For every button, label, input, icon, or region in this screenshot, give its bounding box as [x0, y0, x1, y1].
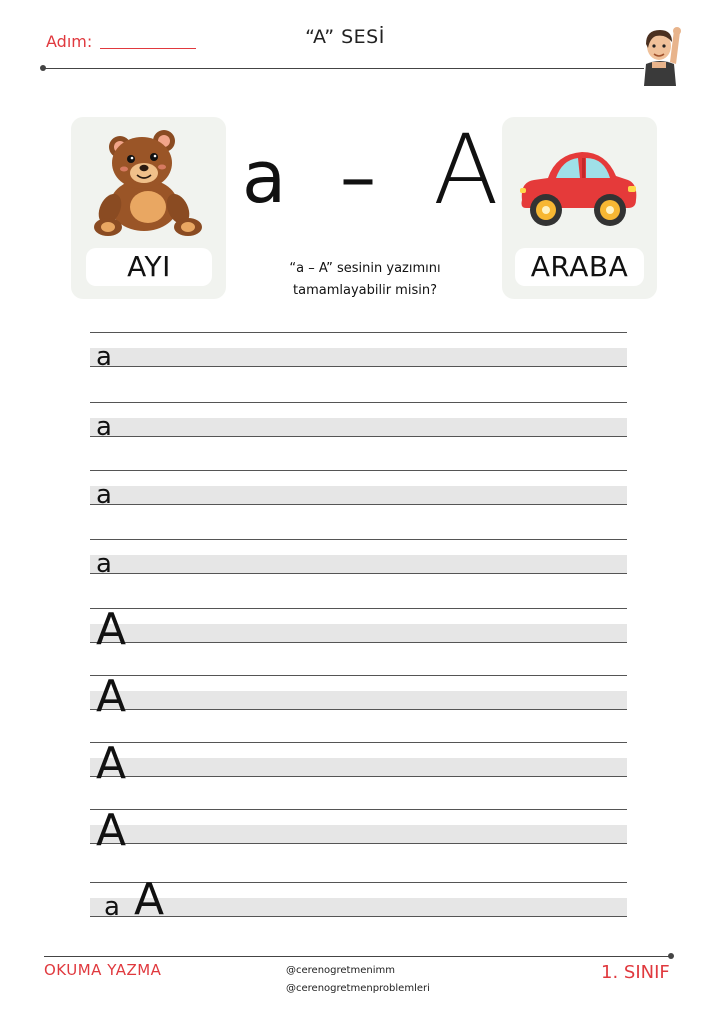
- instruction-line-1: “a – A” sesinin yazımını: [289, 261, 441, 276]
- writing-row[interactable]: [90, 624, 627, 643]
- row-top-line: [90, 332, 627, 333]
- writing-row[interactable]: [90, 348, 627, 367]
- row-guide-letter-2: A: [134, 874, 165, 925]
- car-icon: [512, 142, 642, 232]
- instruction-line-2: tamamlayabilir misin?: [293, 283, 437, 298]
- letter-dash: –: [340, 135, 376, 219]
- lowercase-letter: a: [242, 135, 287, 219]
- row-guide-letter: a: [96, 480, 112, 510]
- writing-row[interactable]: [90, 418, 627, 437]
- row-top-line: [90, 470, 627, 471]
- bear-icon: [92, 127, 204, 237]
- footer-rule: [44, 956, 672, 957]
- teacher-avatar-icon: [636, 24, 684, 86]
- row-top-line: [90, 402, 627, 403]
- footer-handle-2: @cerenogretmenproblemleri: [286, 983, 430, 994]
- bear-label: AYI: [86, 248, 212, 286]
- row-guide-letter: A: [96, 805, 127, 856]
- row-guide-letter: a: [96, 412, 112, 442]
- car-label: ARABA: [515, 248, 644, 286]
- page-title: “A” SESİ: [305, 26, 385, 48]
- row-top-line: [90, 675, 627, 676]
- row-guide-letter: A: [96, 604, 127, 655]
- row-top-line: [90, 882, 627, 883]
- writing-row[interactable]: [90, 898, 627, 917]
- writing-row[interactable]: [90, 486, 627, 505]
- row-guide-letter: a: [96, 342, 112, 372]
- writing-row[interactable]: [90, 825, 627, 844]
- footer-rule-dot: [668, 953, 674, 959]
- name-input-line[interactable]: [100, 48, 196, 49]
- row-top-line: [90, 809, 627, 810]
- footer-subject: OKUMA YAZMA: [44, 961, 162, 979]
- row-top-line: [90, 608, 627, 609]
- header-rule: [44, 68, 644, 69]
- writing-row[interactable]: [90, 758, 627, 777]
- row-guide-letter: a: [96, 549, 112, 579]
- row-guide-letter: a: [104, 892, 120, 922]
- footer-handle-1: @cerenogretmenimm: [286, 965, 395, 976]
- name-label: Adım:: [46, 32, 93, 51]
- row-top-line: [90, 539, 627, 540]
- row-guide-letter: A: [96, 738, 127, 789]
- row-guide-letter: A: [96, 671, 127, 722]
- row-top-line: [90, 742, 627, 743]
- writing-row[interactable]: [90, 691, 627, 710]
- instruction-text: [260, 258, 470, 302]
- footer-grade: 1. SINIF: [601, 962, 670, 983]
- uppercase-letter: A: [433, 114, 499, 226]
- writing-row[interactable]: [90, 555, 627, 574]
- footer-handles: [286, 962, 430, 998]
